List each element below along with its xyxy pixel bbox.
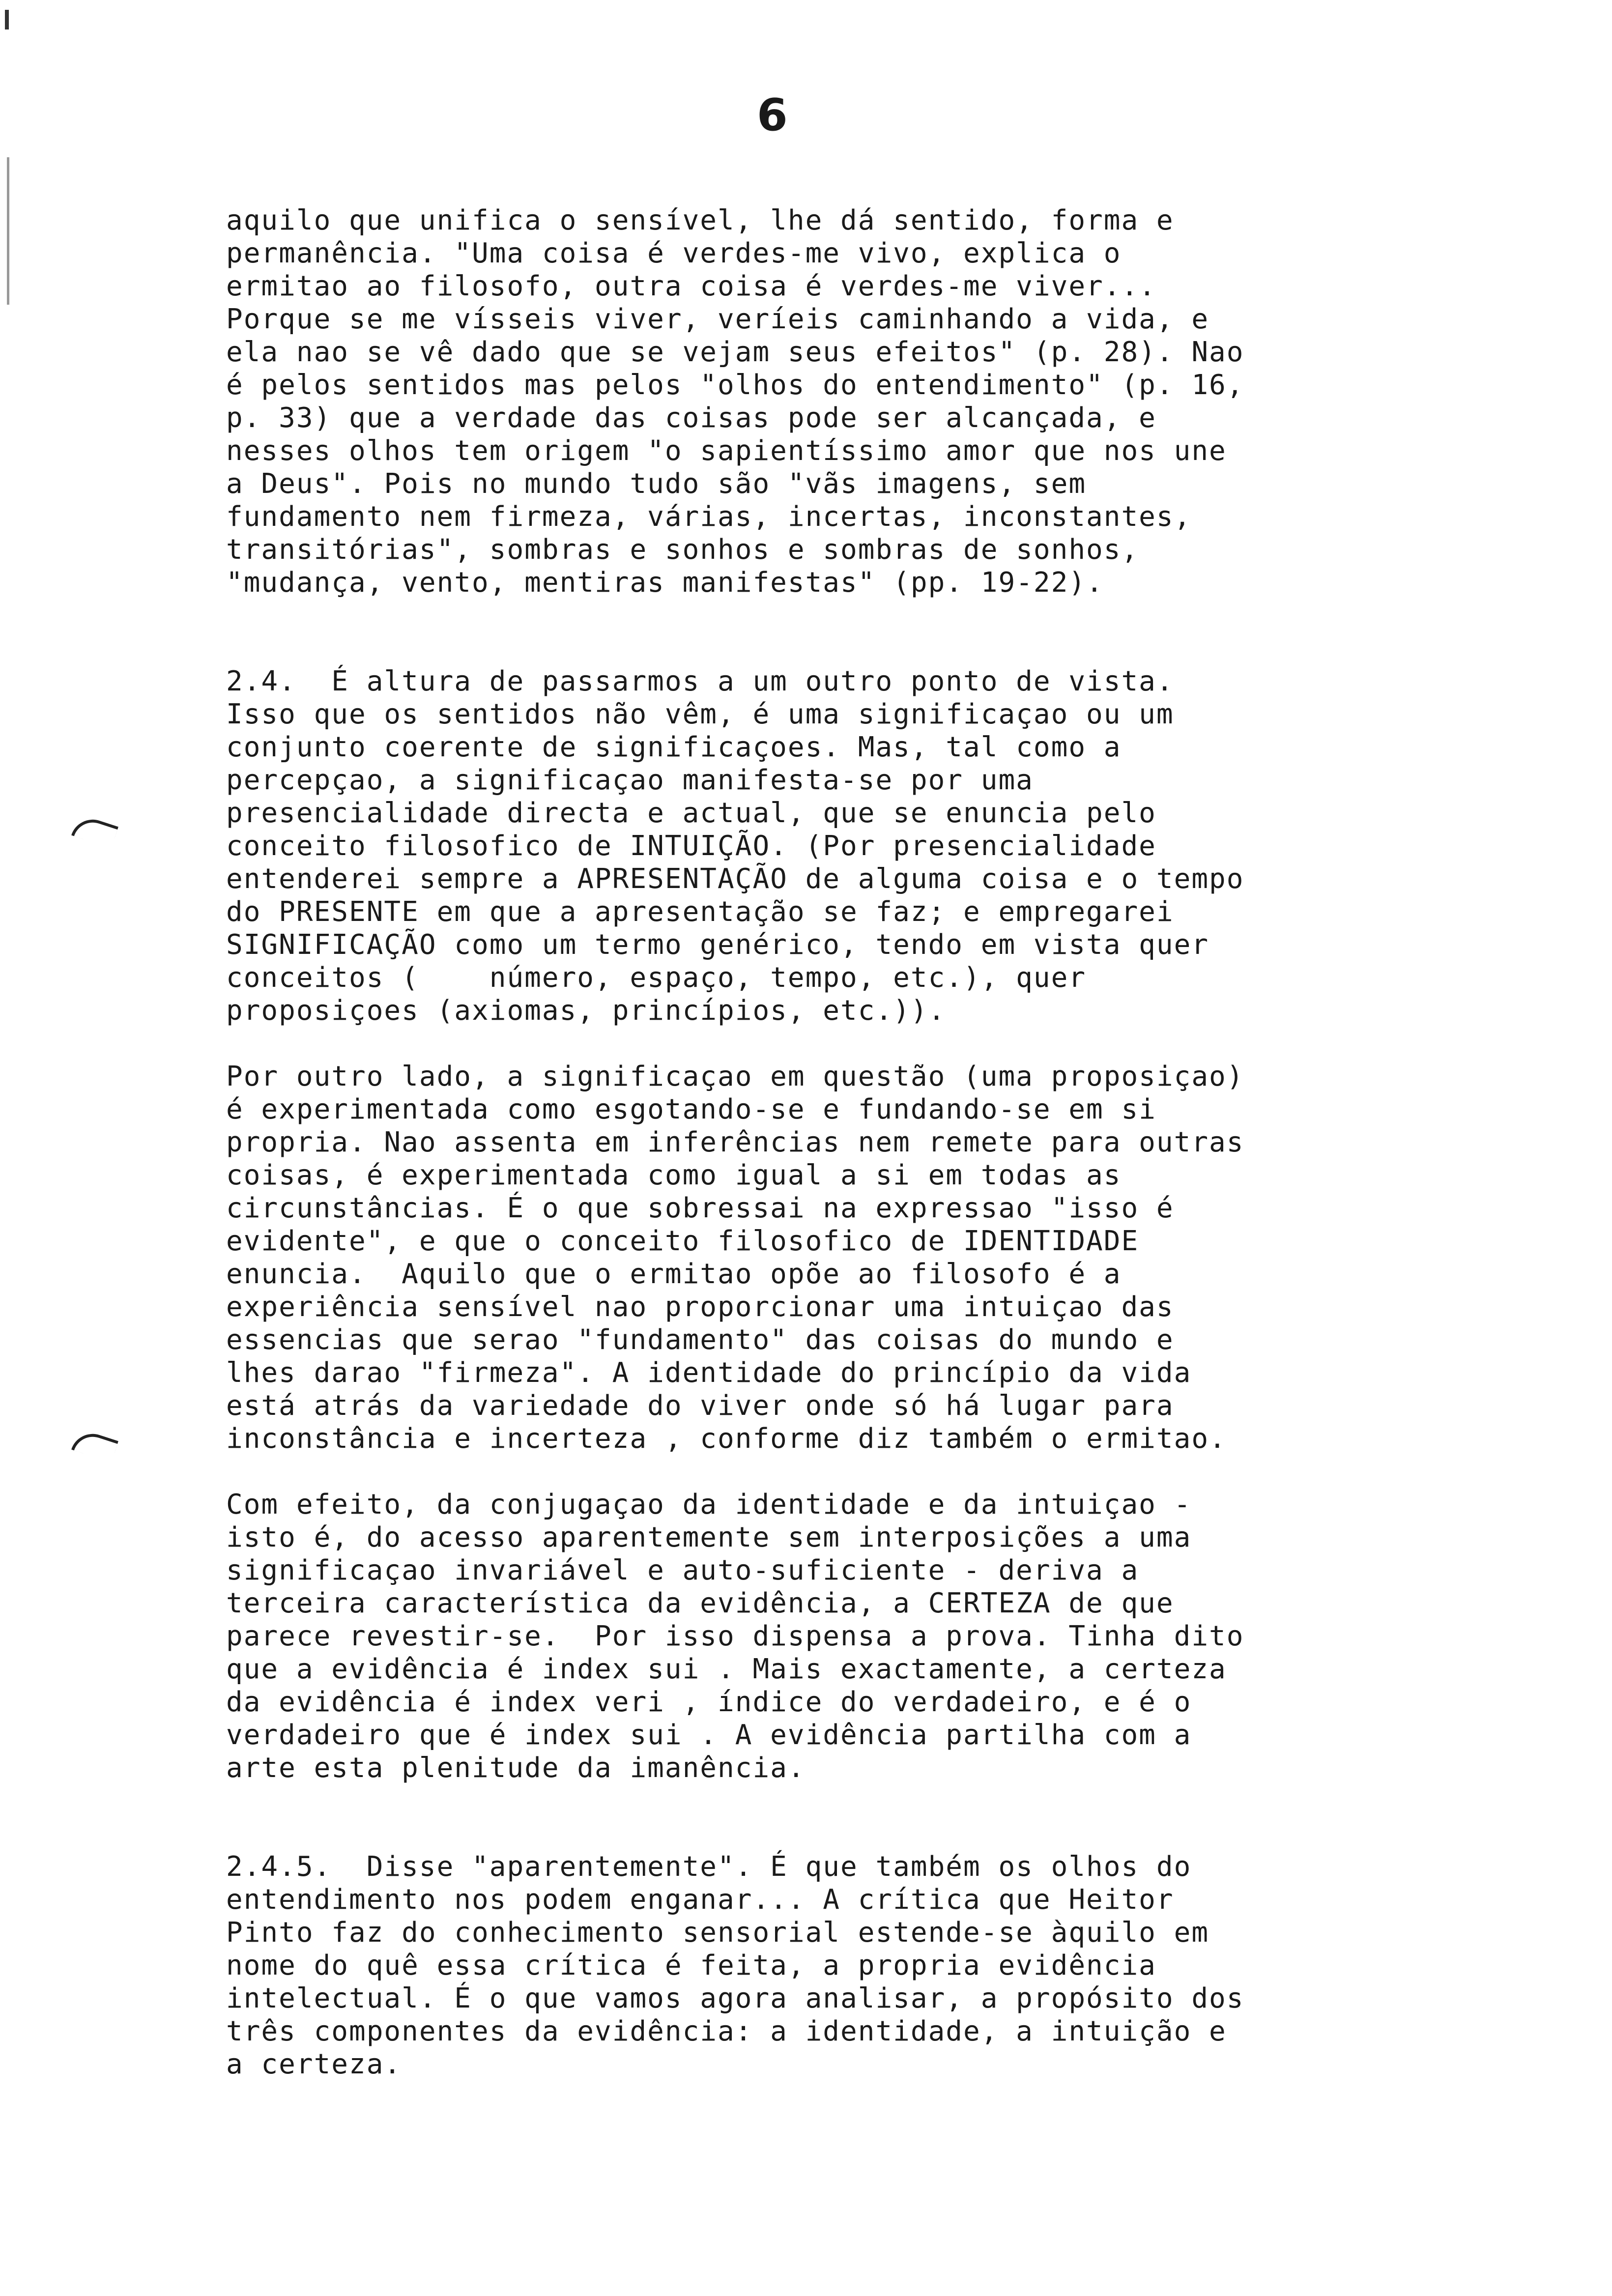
- text-line: presencialidade directa e actual, que se enuncia pelo: [226, 797, 1156, 829]
- text-line: da evidência é index veri , índice do verdadeiro, e é o: [226, 1686, 1192, 1718]
- text-line: arte esta plenitude da imanência.: [226, 1752, 806, 1784]
- text-line: verdadeiro que é index sui . A evidência partilha com a: [226, 1719, 1192, 1751]
- text-line: essencias que serao "fundamento" das coisas do mundo e: [226, 1324, 1174, 1356]
- scan-edge-mark: [7, 157, 9, 305]
- text-line: Pinto faz do conhecimento sensorial estende-se àquilo em: [226, 1917, 1209, 1949]
- text-line: Porque se me vísseis viver, veríeis caminhando a vida, e: [226, 303, 1209, 335]
- text-line: experiência sensível nao proporcionar uma intuiçao das: [226, 1291, 1174, 1323]
- text-line: significaçao invariável e auto-suficiente - deriva a: [226, 1554, 1139, 1586]
- text-line: é experimentada como esgotando-se e fundando-se em si: [226, 1093, 1156, 1125]
- text-line: 2.4.5. Disse "aparentemente". É que também os olhos do: [226, 1851, 1192, 1883]
- text-line: "mudança, vento, mentiras manifestas" (pp. 19-22).: [226, 567, 1104, 599]
- text-line: conceito filosofico de INTUIÇÃO. (Por presencialidade: [226, 830, 1156, 862]
- text-line: percepçao, a significaçao manifesta-se por uma: [226, 764, 1034, 796]
- text-line: enuncia. Aquilo que o ermitao opõe ao filosofo é a: [226, 1258, 1122, 1290]
- document-body: [226, 204, 1396, 2081]
- text-line: conjunto coerente de significaçoes. Mas, tal como a: [226, 731, 1122, 763]
- text-line: Com efeito, da conjugaçao da identidade e da intuiçao -: [226, 1489, 1192, 1521]
- text-line: Por outro lado, a significaçao em questão (uma proposiçao): [226, 1061, 1244, 1092]
- paragraph-1: [226, 204, 1396, 599]
- scan-edge-mark: [5, 10, 9, 29]
- page-number: 6: [757, 89, 788, 141]
- text-line: que a evidência é index sui . Mais exactamente, a certeza: [226, 1653, 1227, 1685]
- text-line: nome do quê essa crítica é feita, a propria evidência: [226, 1950, 1156, 1981]
- margin-mark: [71, 1428, 118, 1463]
- text-line: a Deus". Pois no mundo tudo são "vãs imagens, sem: [226, 468, 1087, 500]
- text-line: está atrás da variedade do viver onde só há lugar para: [226, 1390, 1174, 1422]
- text-line: terceira característica da evidência, a CERTEZA de que: [226, 1587, 1174, 1619]
- text-line: três componentes da evidência: a identidade, a intuição e: [226, 2015, 1227, 2047]
- paragraph-4: [226, 1488, 1396, 1784]
- text-line: intelectual. É o que vamos agora analisar, a propósito dos: [226, 1982, 1244, 2014]
- margin-mark: [71, 814, 118, 848]
- text-line: permanência. "Uma coisa é verdes-me vivo, explica o: [226, 237, 1122, 269]
- text-line: transitórias", sombras e sonhos e sombras de sonhos,: [226, 534, 1139, 566]
- text-line: evidente", e que o conceito filosofico de IDENTIDADE: [226, 1225, 1139, 1257]
- paragraph-2: [226, 665, 1396, 1027]
- paragraph-5: [226, 1850, 1396, 2081]
- text-line: Isso que os sentidos não vêm, é uma significaçao ou um: [226, 698, 1174, 730]
- text-line: proposiçoes (axiomas, princípios, etc.)).: [226, 995, 946, 1027]
- text-line: parece revestir-se. Por isso dispensa a prova. Tinha dito: [226, 1620, 1244, 1652]
- text-line: aquilo que unifica o sensível, lhe dá sentido, forma e: [226, 204, 1174, 236]
- text-line: SIGNIFICAÇÃO como um termo genérico, tendo em vista quer: [226, 929, 1209, 961]
- text-line: conceitos ( número, espaço, tempo, etc.), quer: [226, 962, 1087, 994]
- text-line: ermitao ao filosofo, outra coisa é verdes-me viver...: [226, 270, 1156, 302]
- text-line: é pelos sentidos mas pelos "olhos do entendimento" (p. 16,: [226, 369, 1244, 401]
- text-line: p. 33) que a verdade das coisas pode ser alcançada, e: [226, 402, 1156, 434]
- text-line: a certeza.: [226, 2048, 402, 2080]
- text-line: 2.4. É altura de passarmos a um outro ponto de vista.: [226, 665, 1174, 697]
- text-line: do PRESENTE em que a apresentação se faz; e empregarei: [226, 896, 1174, 928]
- text-line: entenderei sempre a APRESENTAÇÃO de alguma coisa e o tempo: [226, 863, 1244, 895]
- text-line: fundamento nem firmeza, várias, incertas, inconstantes,: [226, 501, 1192, 533]
- text-line: entendimento nos podem enganar... A crítica que Heitor: [226, 1884, 1174, 1916]
- text-line: isto é, do acesso aparentemente sem interposições a uma: [226, 1521, 1192, 1553]
- text-line: ela nao se vê dado que se vejam seus efeitos" (p. 28). Nao: [226, 336, 1244, 368]
- text-line: propria. Nao assenta em inferências nem remete para outras: [226, 1126, 1244, 1158]
- paragraph-3: [226, 1060, 1396, 1455]
- text-line: nesses olhos tem origem "o sapientíssimo amor que nos une: [226, 435, 1227, 467]
- text-line: circunstâncias. É o que sobressai na expressao "isso é: [226, 1192, 1174, 1224]
- text-line: lhes darao "firmeza". A identidade do princípio da vida: [226, 1357, 1192, 1389]
- text-line: coisas, é experimentada como igual a si em todas as: [226, 1159, 1122, 1191]
- text-line: inconstância e incerteza , conforme diz também o ermitao.: [226, 1423, 1227, 1455]
